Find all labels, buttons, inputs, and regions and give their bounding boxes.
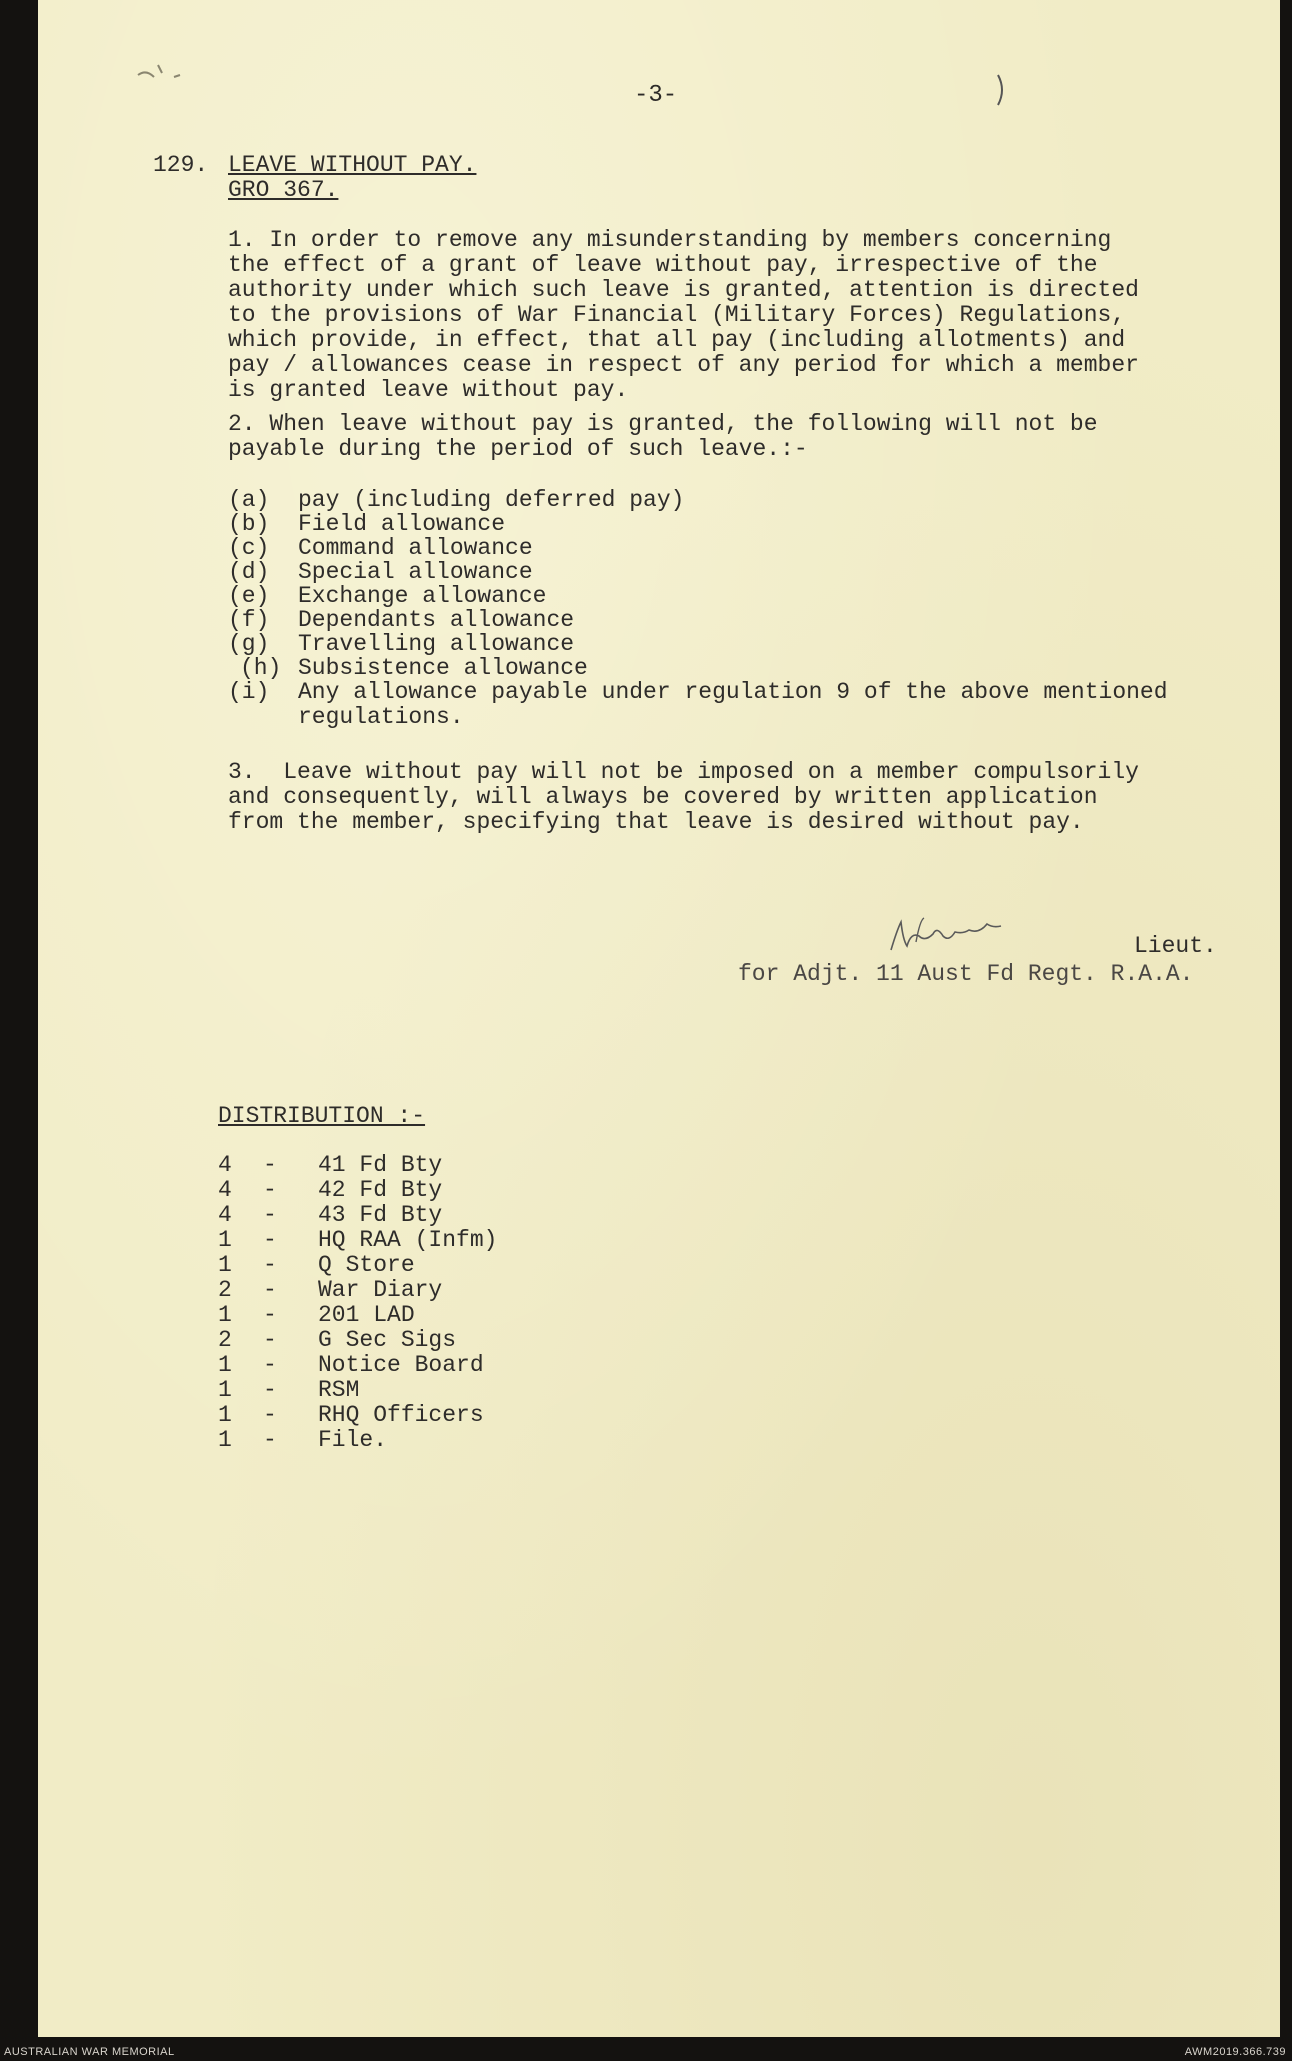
list-item-label: (c)	[228, 535, 270, 561]
paragraph-1-line-5: which provide, in effect, that all pay (including allotments) and	[228, 327, 1126, 353]
list-item	[228, 488, 684, 513]
distribution-row: 4 - 42 Fd Bty	[218, 1177, 443, 1203]
list-item	[228, 680, 1168, 730]
distribution-row: 1 - Q Store	[218, 1252, 415, 1278]
paragraph-1-line-2: the effect of a grant of leave without pay, irrespective of the	[228, 252, 1098, 278]
paragraph-1-line-3: authority under which such leave is granted, attention is directed	[228, 277, 1139, 303]
paragraph-3-line-1: 3. Leave without pay will not be imposed on a member compulsorily	[228, 759, 1139, 785]
document-page	[38, 0, 1280, 2037]
distribution-row: 4 - 43 Fd Bty	[218, 1202, 443, 1228]
distribution-row: 4 - 41 Fd Bty	[218, 1152, 443, 1178]
list-item	[228, 560, 533, 585]
distribution-row: 2 - G Sec Sigs	[218, 1327, 457, 1353]
list-item	[240, 656, 588, 681]
distribution-row: 1 - 201 LAD	[218, 1302, 415, 1328]
list-item-text: Exchange allowance	[298, 583, 547, 609]
signature-title: for Adjt. 11 Aust Fd Regt. R.A.A.	[738, 961, 1194, 987]
distribution-title: DISTRIBUTION :-	[218, 1103, 426, 1129]
paragraph-1-line-1: 1. In order to remove any misunderstanding by members concerning	[228, 227, 1112, 253]
list-item-text: Special allowance	[298, 559, 533, 585]
list-item-label: (h)	[240, 655, 282, 681]
list-item-text: Dependants allowance	[298, 607, 575, 633]
list-item	[228, 608, 574, 633]
signature-scrawl-icon	[886, 912, 1046, 962]
list-item-text: Field allowance	[298, 511, 506, 537]
distribution-row: 2 - War Diary	[218, 1277, 443, 1303]
paragraph-1-line-6: pay / allowances cease in respect of any period for which a member	[228, 352, 1139, 378]
list-item-text: Travelling allowance	[298, 631, 575, 657]
list-item-label: (d)	[228, 559, 270, 585]
list-item-label: (e)	[228, 583, 270, 609]
list-item-label: (f)	[228, 607, 270, 633]
list-item-text: Subsistence allowance	[298, 655, 588, 681]
distribution-row: 1 - Notice Board	[218, 1352, 484, 1378]
paragraph-2-line-2: payable during the period of such leave.:-	[228, 436, 808, 462]
list-item-label: (g)	[228, 631, 270, 657]
order-reference: GRO 367.	[228, 177, 339, 203]
distribution-row: 1 - HQ RAA (Infm)	[218, 1227, 498, 1253]
distribution-row: 1 - RSM	[218, 1377, 360, 1403]
pin-mark-icon	[128, 55, 188, 95]
page-number: -3-	[634, 82, 678, 109]
list-item-label: (b)	[228, 511, 270, 537]
list-item	[228, 536, 533, 561]
list-item	[228, 632, 574, 657]
distribution-row: 1 - File.	[218, 1427, 388, 1453]
list-item	[228, 584, 546, 609]
paragraph-2-line-1: 2. When leave without pay is granted, the following will not be	[228, 411, 1098, 437]
list-item-text: Any allowance payable under regulation 9 of the above mentioned regulations.	[298, 679, 1168, 730]
corner-mark-icon	[988, 70, 1018, 110]
archive-footer-right: AWM2019.366.739	[1184, 2046, 1286, 2058]
paragraph-1-line-7: is granted leave without pay.	[228, 377, 629, 403]
signature-rank: Lieut.	[1134, 933, 1217, 959]
archive-footer-left: AUSTRALIAN WAR MEMORIAL	[4, 2046, 175, 2058]
list-item-label: (i)	[228, 679, 270, 705]
paragraph-3-line-2: and consequently, will always be covered by written application	[228, 784, 1098, 810]
order-number: 129.	[153, 152, 209, 178]
list-item	[228, 512, 505, 537]
paragraph-1-line-4: to the provisions of War Financial (Military Forces) Regulations,	[228, 302, 1126, 328]
order-title: LEAVE WITHOUT PAY.	[228, 152, 477, 178]
list-item-text: Command allowance	[298, 535, 533, 561]
paragraph-3-line-3: from the member, specifying that leave is desired without pay.	[228, 809, 1084, 835]
distribution-row: 1 - RHQ Officers	[218, 1402, 484, 1428]
list-item-label: (a)	[228, 487, 270, 513]
list-item-text: pay (including deferred pay)	[298, 487, 685, 513]
